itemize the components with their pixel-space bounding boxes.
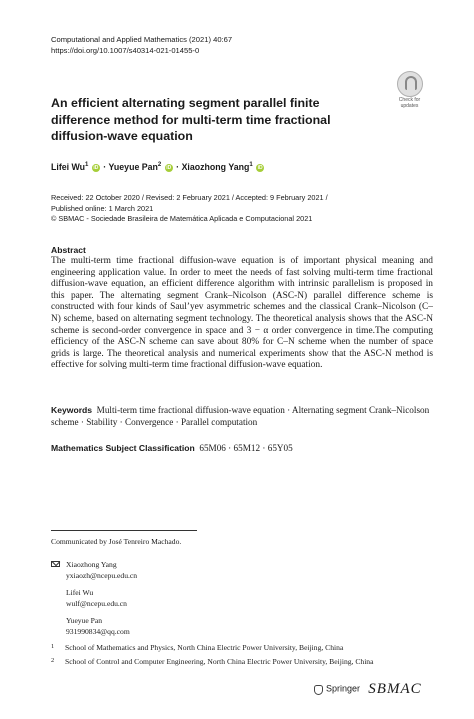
affiliation-text: School of Control and Computer Engineering, North China Electric Power University, Beijing, China bbox=[65, 657, 374, 666]
author-list bbox=[51, 162, 265, 172]
abstract-heading: Abstract bbox=[51, 245, 86, 255]
keywords-text: Multi-term time fractional diffusion-wave equation · Alternating segment Crank–Nicolson scheme · Stability · Convergence · Parallel computation bbox=[51, 405, 430, 427]
springer-logo-text: Springer bbox=[326, 683, 361, 694]
msc-codes: 65M06 · 65M12 · 65Y05 bbox=[199, 443, 293, 453]
crossmark-label-2: updates bbox=[400, 103, 419, 109]
author-affiliation-mark: 2 bbox=[157, 162, 162, 169]
dates-line: Received: 22 October 2020 / Revised: 2 February 2021 / Accepted: 9 February 2021 / bbox=[51, 193, 328, 202]
journal-header bbox=[51, 35, 232, 56]
affiliation-text: School of Mathematics and Physics, North China Electric Power University, Beijing, China bbox=[65, 643, 344, 652]
journal-citation: Computational and Applied Mathematics (2021) 40:67 bbox=[51, 35, 233, 44]
affiliation bbox=[51, 657, 373, 666]
contact-name: Xiaozhong Yang bbox=[66, 560, 117, 569]
orcid-icon[interactable]: iD bbox=[166, 164, 172, 171]
contact-name: Lifei Wu bbox=[66, 588, 94, 597]
abstract-text: The multi-term time fractional diffusion-wave equation is of important physical meaning and engineering application value. In order to meet the needs of fast solving multi-term time fractional diffusion-wave equation, an efficient difference algorithm with intrinsic parallelism is proposed in this paper. The alternating segment Crank–Nicolson (ASC-N) parallel difference scheme is constructed with four kinds of Saul’yev asymmetric schemes and the classical Crank–Nicolson (C–N) scheme, based on alternating segment technology. The theoretical analysis shows that the ASC-N scheme is second-order convergence in space and 3 − α order convergence in time.The computing efficiency of the ASC-N scheme can save about 80% for C–N scheme when the number of space grids is large. The theoretical analysis and numerical experiments show that the ASC-N method is effective for solving multi-term time fractional diffusion-wave equation. bbox=[51, 256, 433, 371]
dates-line: Published online: 1 March 2021 bbox=[51, 203, 154, 213]
check-for-updates-badge[interactable] bbox=[393, 71, 426, 111]
contact-email[interactable]: 931990834@qq.com bbox=[66, 627, 130, 636]
springer-horse-icon bbox=[314, 685, 323, 695]
communicated-by: Communicated by José Tenreiro Machado. bbox=[51, 537, 182, 546]
affiliation bbox=[51, 643, 343, 652]
orcid-icon[interactable]: iD bbox=[257, 164, 263, 171]
orcid-icon[interactable]: iD bbox=[93, 164, 99, 171]
envelope-icon bbox=[51, 561, 60, 567]
author-separator: · bbox=[103, 162, 107, 172]
copyright-line: © SBMAC - Sociedade Brasileira de Matemática Aplicada e Computacional 2021 bbox=[51, 214, 313, 223]
keywords-label: Keywords bbox=[51, 405, 93, 415]
affiliation-number: 1 bbox=[51, 643, 55, 650]
author-name: Xiaozhong Yang bbox=[181, 162, 250, 172]
doi-link[interactable]: https://doi.org/10.1007/s40314-021-01455-0 bbox=[51, 45, 200, 55]
publication-dates bbox=[51, 193, 328, 225]
crossmark-icon bbox=[397, 71, 423, 97]
author-affiliation-mark: 1 bbox=[249, 162, 253, 169]
author-name: Yueyue Pan bbox=[108, 162, 158, 172]
msc-section bbox=[51, 443, 293, 453]
msc-label: Mathematics Subject Classification bbox=[51, 443, 195, 453]
crossmark-label-1: Check for bbox=[398, 97, 421, 103]
author-affiliation-mark: 1 bbox=[85, 162, 89, 169]
footnote-divider bbox=[51, 530, 197, 531]
author-separator: · bbox=[176, 162, 180, 172]
affiliation-number: 2 bbox=[51, 657, 55, 664]
keywords-section bbox=[51, 405, 433, 428]
paper-title: An efficient alternating segment parallel finite difference method for multi-term time fractional diffusion-wave equation bbox=[51, 96, 331, 143]
contact-email[interactable]: yxiaozh@ncepu.edu.cn bbox=[66, 571, 138, 580]
sbmac-logo: SBMAC bbox=[368, 681, 422, 697]
footer-logos bbox=[314, 681, 422, 698]
author-name: Lifei Wu bbox=[51, 162, 86, 172]
contact-email[interactable]: wulf@ncepu.edu.cn bbox=[66, 599, 127, 608]
contact-name: Yueyue Pan bbox=[66, 616, 103, 625]
